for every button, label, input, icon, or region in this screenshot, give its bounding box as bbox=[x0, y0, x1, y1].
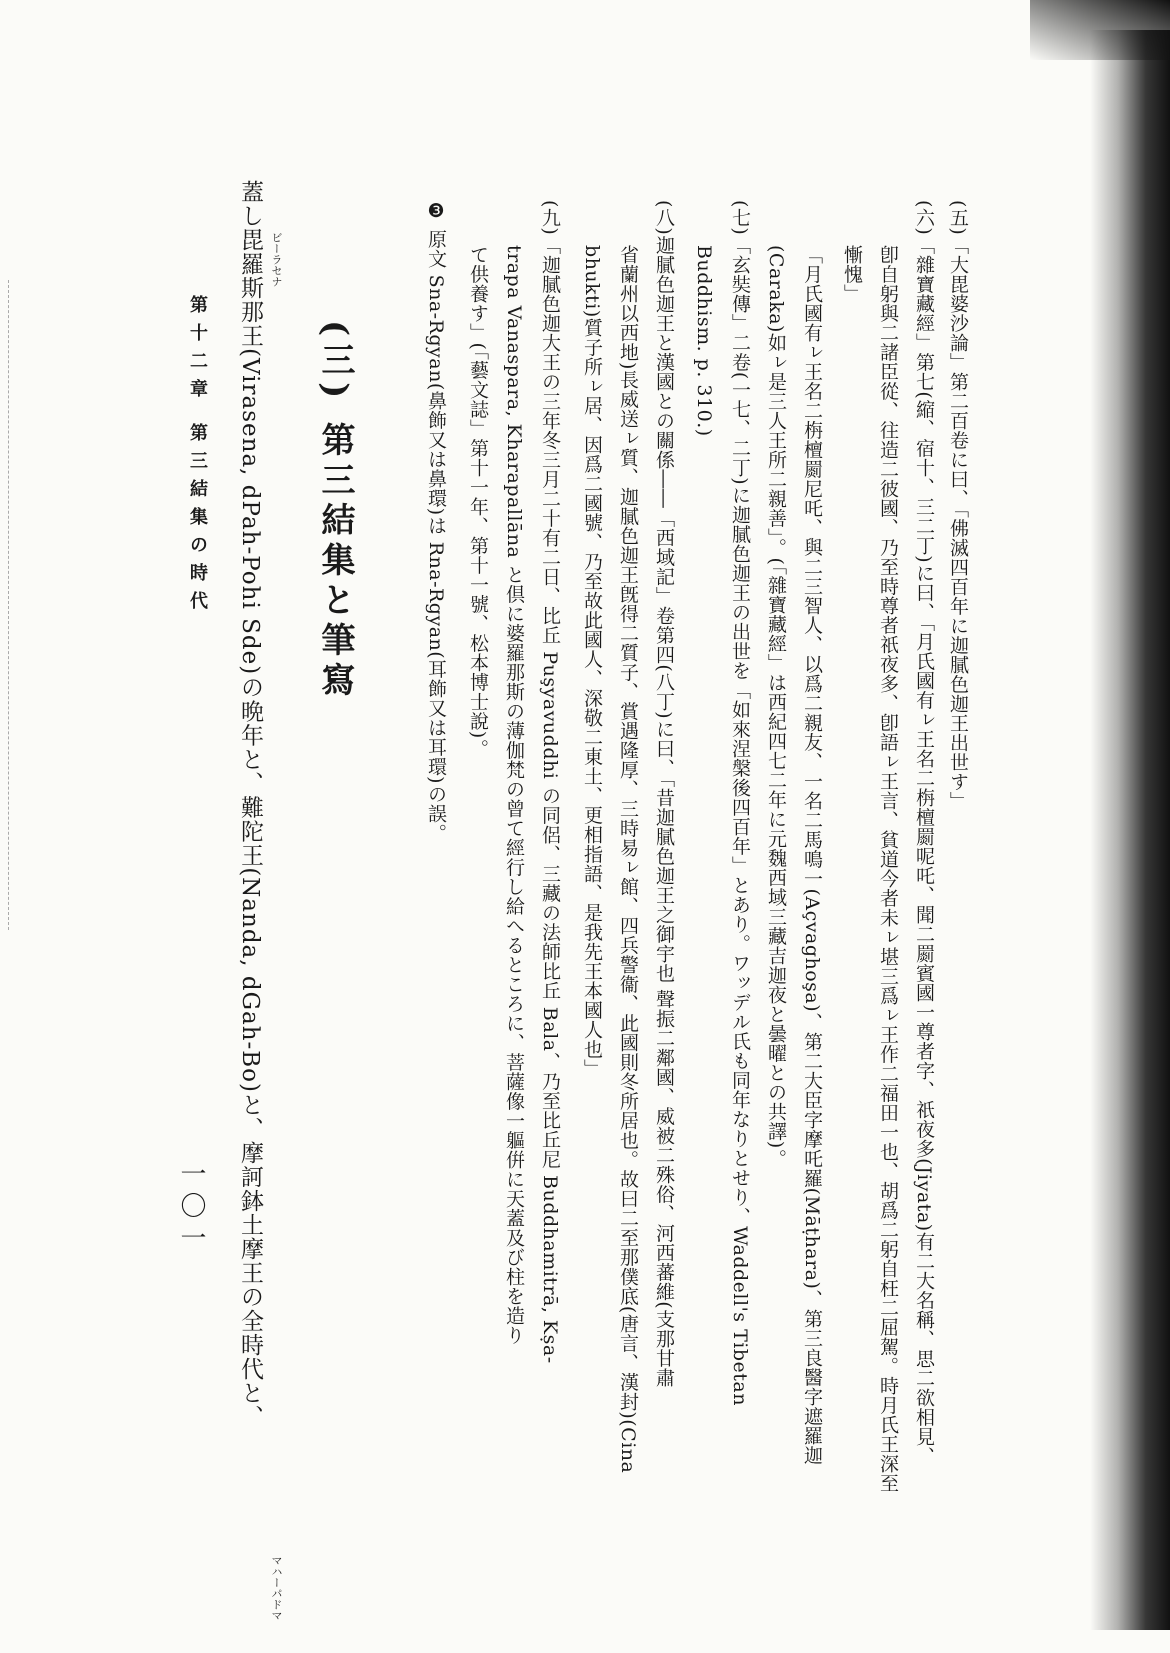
note-line: て供養す」(「藝文誌」第十一年、第十一號、松本博士說)。 bbox=[467, 245, 489, 759]
note-line: (五)「大毘婆沙論」第二百卷に曰、「佛滅四百年に迦膩色迦王出世す」 bbox=[947, 200, 969, 811]
ruby-annotation: ビーラセナ bbox=[270, 232, 283, 287]
note-line: (七)「玄奘傳」二卷(一七、二丁)に迦膩色迦王の出世を「如來涅槃後四百年」とあり。ワッデル氏も同年なりとせり、Waddell's Tibetan bbox=[729, 200, 751, 1406]
scan-shadow-edge bbox=[1090, 30, 1170, 1630]
note-line: bhukti)質子所ㇾ居、因爲二國號、乃至故此國人、深敬二東土、更相指語、是我先王本國人也」 bbox=[581, 245, 603, 1079]
note-line: (九)「迦膩色迦大王の三年冬三月二十有二日、比丘 Puşyavuddhi の同侶、三藏の法師比丘 Bala、乃至比丘尼 Buddhamitrā, Kṣa- bbox=[539, 200, 561, 1364]
note-line: 「月氏國有ㇾ王名二栴檀罽尼吒、與二三智人、以爲二親友、一名二馬鳴一(Açvaghoşa)、第二大臣字摩吒羅(Māṭhara)、第三良醫字遮羅迦 bbox=[801, 245, 823, 1465]
note-line: (六)「雜寶藏經」第七(縮、宿十、三二丁)に曰、「月氏國有ㇾ王名二栴檀罽呢吒、聞二罽賓國一尊者字、祇夜多(Jiyata)有二大名稱、思二欲相見、 bbox=[913, 200, 935, 1466]
note-line: 慚愧」 bbox=[841, 245, 863, 304]
note-line: (Caraka)如ㇾ是三人王所二親善」。(「雜寶藏經」は西紀四七二年に元魏西域三藏吉迦夜と曇曜との共譯)。 bbox=[765, 245, 787, 1169]
note-line: trapa Vanaspara, Kharapallāna と倶に婆羅那斯の薄伽梵の曾て經行し給へるところに、菩薩像一軀倂に天蓋及び柱を造り bbox=[503, 245, 525, 1345]
note-line: (八)迦膩色迦王と漢國との關係――「西域記」卷第四(八丁)に曰、「昔迦膩色迦王之御宇也 聲振二鄰國、威被二殊俗、河西蕃維(支那甘肅 bbox=[653, 200, 675, 1388]
note-line: Buddhism. p. 310.) bbox=[693, 245, 715, 437]
margin-dotted-line bbox=[8, 280, 9, 930]
note-line: 省蘭州以西地)長威送ㇾ質、迦膩色迦王旣得二質子、賞遇隆厚、三時易ㇾ館、四兵警衞、此國則冬所居也。故曰二至那僕底(唐言、漢封)(Cina bbox=[617, 245, 639, 1474]
page-number: 一〇一 bbox=[176, 1160, 206, 1256]
section-heading: (三) 第三結集と筆寫 bbox=[315, 320, 355, 703]
running-footer: 第十二章 第三結集の時代 bbox=[187, 295, 208, 620]
scan-shadow-corner bbox=[1030, 0, 1170, 60]
note-line: ❸ 原文 Sna-Rgyan(鼻飾又は鼻環)は Rna-Rgyan(耳飾又は耳環)の誤。 bbox=[425, 200, 447, 843]
note-line: 卽自躬與二諸臣從、往造二彼國、乃至時尊者祇夜多、卽語ㇾ王言、貧道今者未ㇾ堪三爲ㇾ王作二福田一也、胡爲二躬自枉二屈駕。時月氏王深至 bbox=[877, 245, 899, 1493]
ruby-annotation: マハーパドマ bbox=[270, 1555, 283, 1621]
main-text-line: 蓋し毘羅斯那王(Virasena, dPah-Pohi Sde)の晩年と、難陀王(Nanda, dGah-Bo)と、摩訶鉢土摩王の全時代と、 bbox=[237, 180, 263, 1429]
